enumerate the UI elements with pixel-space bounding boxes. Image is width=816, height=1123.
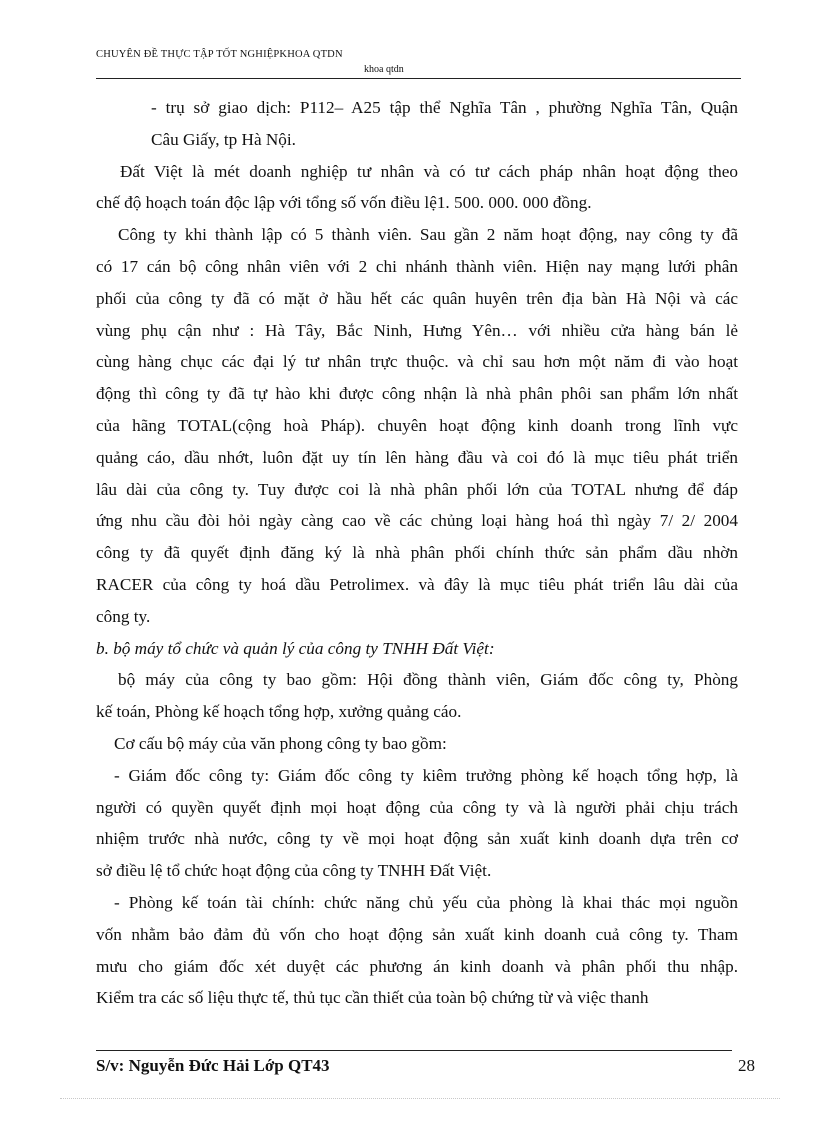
- text-line: quảng cáo, dầu nhớt, luôn đặt uy tín lên hàng đầu và coi đó là mục tiêu phát triển: [96, 447, 738, 467]
- header-subtitle: khoa qtdn: [364, 64, 404, 75]
- text-line: Kiểm tra các số liệu thực tế, thủ tục cần thiết của toàn bộ chứng từ và việc thanh: [96, 988, 649, 1008]
- header-divider: [96, 78, 741, 79]
- text-line: nhiệm trước nhà nước, công ty về mọi hoạt động sản xuất kinh doanh dựa trên cơ: [96, 829, 738, 849]
- footer-author: S/v: Nguyễn Đức Hải Lớp QT43: [96, 1056, 330, 1075]
- text-line: chế độ hoạch toán độc lập với tổng số vốn điều lệ1. 500. 000. 000 đồng.: [96, 193, 592, 213]
- text-line: phối của công ty đã có mặt ở hầu hết các quân huyên trên địa bàn Hà Nội và các: [96, 288, 738, 308]
- text-line: - Phòng kế toán tài chính: chức năng chủ yếu của phòng là khai thác mọi nguồn: [114, 892, 738, 912]
- text-line: vốn nhằm bảo đảm đủ vốn cho hoạt động sản xuất kinh doanh cuả công ty. Tham: [96, 924, 738, 944]
- text-line: mưu cho giám đốc xét duyệt các phương án kinh doanh và phân phối thu nhập.: [96, 956, 738, 976]
- text-line: sở điều lệ tổ chức hoạt động của công ty TNHH Đất Việt.: [96, 861, 492, 881]
- text-line: động thì công ty đã tự hào khi được công nhận là nhà phân phôi san phẩm lớn nhất: [96, 384, 738, 404]
- text-line: kế toán, Phòng kế hoạch tổng hợp, xưởng quảng cáo.: [96, 702, 462, 722]
- document-body: [96, 92, 738, 1014]
- page-bottom-edge: [60, 1098, 780, 1099]
- text-line: của hãng TOTAL(cộng hoà Pháp). chuyên hoạt động kinh doanh trong lĩnh vực: [96, 415, 738, 435]
- text-line: công ty.: [96, 606, 151, 626]
- text-line: Đất Việt là mét doanh nghiệp tư nhân và có tư cách pháp nhân hoạt động theo: [120, 161, 738, 181]
- header-title: CHUYÊN ĐỀ THỰC TẬP TỐT NGHIỆPKHOA QTDN: [96, 49, 343, 60]
- text-line: công ty đã quyết định đăng ký là nhà phân phối chính thức sản phẩm dầu nhờn: [96, 543, 738, 563]
- text-line: - trụ sở giao dịch: P112– A25 tập thể Nghĩa Tân , phường Nghĩa Tân, Quận: [151, 98, 738, 117]
- text-line: ứng nhu cầu đòi hỏi ngày càng cao về các chủng loại hàng hoá thì ngày 7/ 2/ 2004: [96, 511, 738, 531]
- text-line: cùng hàng chục các đại lý tư nhân trực thuộc. và chỉ sau hơn một năm đi vào hoạt: [96, 352, 738, 372]
- text-line: vùng phụ cận như : Hà Tây, Bắc Ninh, Hưng Yên… với nhiều cửa hàng bán lẻ: [96, 320, 738, 340]
- page-header: [96, 48, 741, 76]
- section-heading: b. bộ máy tổ chức và quản lý của công ty TNHH Đất Việt:: [96, 638, 495, 658]
- text-line: - Giám đốc công ty: Giám đốc công ty kiêm trưởng phòng kế hoạch tổng hợp, là: [114, 765, 738, 785]
- text-line: Câu Giấy, tp Hà Nội.: [151, 129, 296, 149]
- text-line: Công ty khi thành lập có 5 thành viên. Sau gần 2 năm hoạt động, nay công ty đã: [118, 225, 738, 245]
- text-line: RACER của công ty hoá dầu Petrolimex. và đây là mục tiêu phát triển lâu dài của: [96, 574, 738, 594]
- footer-divider: [96, 1050, 732, 1051]
- text-line: lâu dài của công ty. Tuy được coi là nhà phân phối lớn của TOTAL nhưng để đáp: [96, 479, 738, 499]
- text-line: bộ máy của công ty bao gồm: Hội đồng thành viên, Giám đốc công ty, Phòng: [118, 670, 738, 690]
- text-line: người có quyền quyết định mọi hoạt động của công ty và là người phải chịu trách: [96, 797, 738, 817]
- text-line: có 17 cán bộ công nhân viên với 2 chi nhánh thành viên. Hiện nay mạng lưới phân: [96, 256, 738, 276]
- page-number: 28: [738, 1056, 755, 1075]
- text-line: Cơ cấu bộ máy của văn phong công ty bao gồm:: [114, 733, 447, 753]
